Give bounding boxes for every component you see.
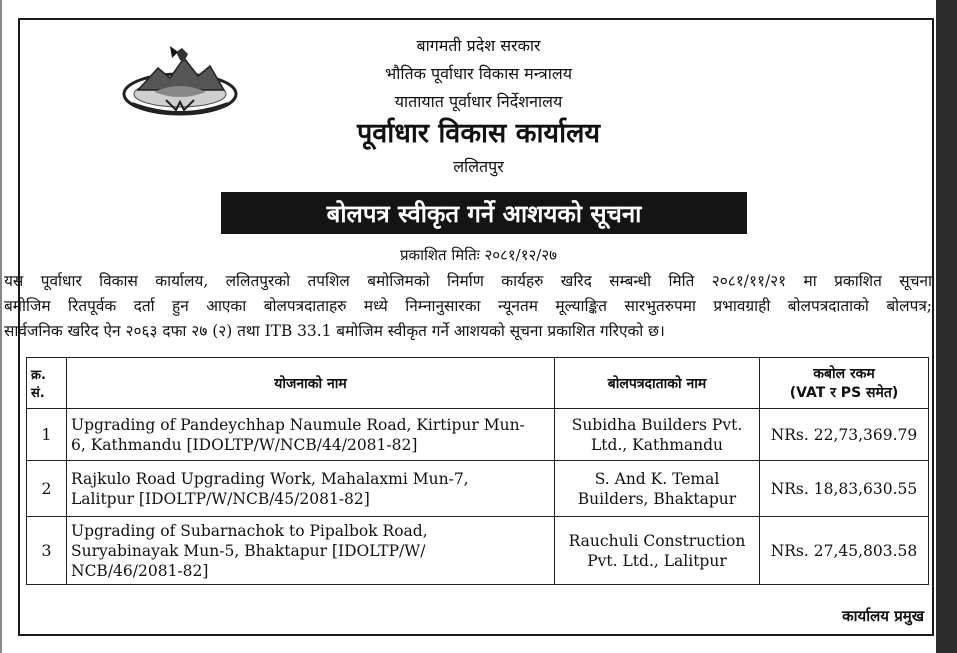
table-row [27, 517, 929, 585]
bid-table [26, 357, 929, 585]
body-line: बमोजिम रितपूर्वक दर्ता हुन आएका बोलपत्रदाताहरु मध्ये निम्नानुसारका न्यूनतम मूल्याङ्कित सारभुतरुपमा प्रभावग्राही बोलपत्रदाताको बोलपत्र; [4, 297, 932, 315]
sn-header: क्र. सं. [27, 358, 67, 409]
row-bidder: S. And K. Temal Builders, Bhaktapur [555, 461, 760, 517]
row-bidder: Subidha Builders Pvt. Ltd., Kathmandu [555, 409, 760, 461]
row-project: Upgrading of Subarnachok to Pipalbok Road, Suryabinayak Mun-5, Bhaktapur [IDOLTP/W/ NCB/46/2081-82] [67, 517, 555, 585]
notice-title: बोलपत्र स्वीकृत गर्ने आशयको सूचना [221, 192, 747, 234]
row-amount: NRs. 18,83,630.55 [760, 461, 929, 517]
ministry-name: भौतिक पूर्वाधार विकास मन्त्रालय [384, 64, 573, 83]
row-project: Upgrading of Pandeychhap Naumule Road, Kirtipur Mun- 6, Kathmandu [IDOLTP/W/NCB/44/2081-82] [67, 409, 555, 461]
row-amount: NRs. 22,73,369.79 [760, 409, 929, 461]
published-date: प्रकाशित मितिः २०८१/१२/२७ [400, 246, 557, 264]
row-amount: NRs. 27,45,803.58 [760, 517, 929, 585]
row-sn: 3 [27, 517, 67, 585]
table-row [27, 409, 929, 461]
body-line: सार्वजनिक खरिद ऐन २०६३ दफा २७ (२) तथा ITB 33.1 बमोजिम स्वीकृत गर्ने आशयको सूचना प्रकाशित गरिएको छ। [4, 322, 665, 340]
project-header: योजनाको नाम [67, 358, 555, 409]
directorate-name: यातायात पूर्वाधार निर्देशनालय [394, 92, 563, 111]
row-sn: 1 [27, 409, 67, 461]
row-bidder: Rauchuli Construction Pvt. Ltd., Lalitpur [555, 517, 760, 585]
province-government: बागमती प्रदेश सरकार [416, 36, 541, 55]
office-name: पूर्वाधार विकास कार्यालय [356, 118, 601, 149]
body-line: यस पूर्वाधार विकास कार्यालय, ललितपुरको तपशिल बमोजिमको निर्माण कार्यहरु खरिद सम्बन्धी मिति २०८१/११/२१ मा प्रकाशित सूचना [4, 272, 932, 290]
row-sn: 2 [27, 461, 67, 517]
bidder-header: बोलपत्रदाताको नाम [555, 358, 760, 409]
office-city: ललितपुर [453, 157, 504, 176]
notice-body [4, 269, 932, 344]
signature-office-chief: कार्यालय प्रमुख [842, 607, 924, 625]
table-row [27, 461, 929, 517]
table-header-row [27, 358, 929, 409]
amount-header: कबोल रकम (VAT र PS समेत) [760, 358, 929, 409]
row-project: Rajkulo Road Upgrading Work, Mahalaxmi Mun-7, Lalitpur [IDOLTP/W/NCB/45/2081-82] [67, 461, 555, 517]
